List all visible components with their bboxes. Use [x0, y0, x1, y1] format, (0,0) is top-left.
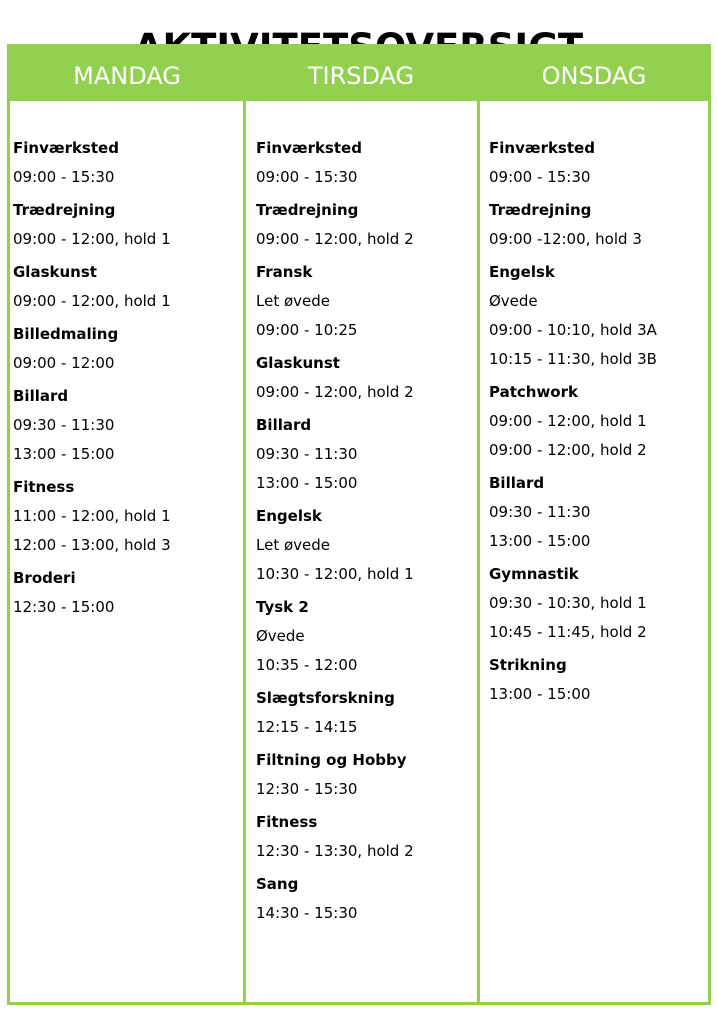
activity-detail: Let øvede	[256, 292, 331, 310]
activity-item	[13, 564, 239, 622]
activity-item	[13, 382, 239, 469]
activity-item	[256, 134, 474, 192]
activity-detail: 12:30 - 13:30, hold 2	[256, 842, 414, 860]
activity-name: Gymnastik	[489, 565, 579, 583]
activity-item	[256, 870, 474, 928]
activity-detail: 09:30 - 11:30	[256, 445, 358, 463]
activity-detail: 09:00 - 12:00, hold 2	[256, 383, 414, 401]
activity-detail: 09:00 - 10:25	[256, 321, 358, 339]
activity-detail: 09:00 - 15:30	[13, 168, 115, 186]
activity-name: Engelsk	[256, 507, 322, 525]
activity-detail: 12:30 - 15:00	[13, 598, 115, 616]
activity-item	[256, 349, 474, 407]
activity-item	[489, 196, 707, 254]
activity-name: Finværksted	[256, 139, 362, 157]
activity-name: Fitness	[13, 478, 75, 496]
activity-item	[256, 808, 474, 866]
activity-list	[256, 101, 474, 928]
activity-name: Billard	[489, 474, 545, 492]
activity-name: Filtning og Hobby	[256, 751, 407, 769]
activity-detail: 09:00 - 12:00, hold 1	[489, 412, 647, 430]
activity-name: Fransk	[256, 263, 313, 281]
activity-detail: 09:00 -12:00, hold 3	[489, 230, 642, 248]
activity-name: Trædrejning	[489, 201, 592, 219]
activity-name: Finværksted	[13, 139, 119, 157]
day-column-monday	[13, 101, 239, 626]
activity-name: Billard	[256, 416, 312, 434]
activity-item	[256, 746, 474, 804]
activity-detail: 13:00 - 15:00	[256, 474, 358, 492]
activity-name: Engelsk	[489, 263, 555, 281]
activity-detail: 12:00 - 13:00, hold 3	[13, 536, 171, 554]
activity-name: Tysk 2	[256, 598, 309, 616]
activity-detail: 09:30 - 11:30	[13, 416, 115, 434]
activity-detail: 12:15 - 14:15	[256, 718, 358, 736]
activity-name: Sang	[256, 875, 299, 893]
activity-detail: 10:35 - 12:00	[256, 656, 358, 674]
day-column-wednesday	[489, 101, 707, 713]
day-column-tuesday	[256, 101, 474, 932]
activity-name: Glaskunst	[256, 354, 340, 372]
activity-item	[489, 378, 707, 465]
activity-item	[13, 196, 239, 254]
activity-detail: 10:45 - 11:45, hold 2	[489, 623, 647, 641]
activity-item	[256, 411, 474, 498]
day-header-tuesday: TIRSDAG	[307, 62, 415, 90]
activity-item	[256, 196, 474, 254]
activity-detail: 09:00 - 10:10, hold 3A	[489, 321, 657, 339]
activity-detail: 09:00 - 15:30	[489, 168, 591, 186]
day-header-monday: MANDAG	[73, 62, 181, 90]
activity-detail: 13:00 - 15:00	[489, 532, 591, 550]
activity-name: Trædrejning	[13, 201, 116, 219]
activity-item	[256, 593, 474, 680]
activity-detail: 09:30 - 10:30, hold 1	[489, 594, 647, 612]
activity-item	[13, 320, 239, 378]
activity-item	[256, 502, 474, 589]
activity-detail: 13:00 - 15:00	[13, 445, 115, 463]
activity-detail: Øvede	[489, 292, 538, 310]
activity-detail: Let øvede	[256, 536, 331, 554]
activity-name: Broderi	[13, 569, 76, 587]
schedule-table	[7, 44, 711, 1005]
column-divider	[477, 47, 480, 1002]
activity-item	[256, 258, 474, 345]
activity-detail: 09:30 - 11:30	[489, 503, 591, 521]
activity-item	[256, 684, 474, 742]
activity-item	[489, 651, 707, 709]
activity-name: Trædrejning	[256, 201, 359, 219]
activity-name: Fitness	[256, 813, 318, 831]
activity-detail: 09:00 - 12:00, hold 1	[13, 230, 171, 248]
activity-item	[13, 134, 239, 192]
column-divider	[243, 47, 246, 1002]
activity-detail: 11:00 - 12:00, hold 1	[13, 507, 171, 525]
activity-item	[489, 469, 707, 556]
activity-detail: Øvede	[256, 627, 305, 645]
activity-detail: 09:00 - 12:00, hold 1	[13, 292, 171, 310]
day-header-row	[10, 47, 708, 101]
activity-detail: 09:00 - 12:00, hold 2	[256, 230, 414, 248]
activity-detail: 09:00 - 12:00	[13, 354, 115, 372]
activity-item	[489, 560, 707, 647]
activity-detail: 10:30 - 12:00, hold 1	[256, 565, 414, 583]
activity-name: Billedmaling	[13, 325, 119, 343]
activity-name: Patchwork	[489, 383, 578, 401]
activity-detail: 09:00 - 15:30	[256, 168, 358, 186]
activity-name: Glaskunst	[13, 263, 97, 281]
activity-item	[489, 258, 707, 374]
activity-name: Slægtsforskning	[256, 689, 395, 707]
activity-detail: 09:00 - 12:00, hold 2	[489, 441, 647, 459]
activity-name: Billard	[13, 387, 69, 405]
activity-detail: 10:15 - 11:30, hold 3B	[489, 350, 657, 368]
activity-detail: 13:00 - 15:00	[489, 685, 591, 703]
activity-item	[489, 134, 707, 192]
activity-name: Strikning	[489, 656, 567, 674]
activity-item	[13, 258, 239, 316]
activity-list	[489, 101, 707, 709]
activity-name: Finværksted	[489, 139, 595, 157]
activity-detail: 14:30 - 15:30	[256, 904, 358, 922]
day-header-wednesday: ONSDAG	[541, 62, 647, 90]
activity-detail: 12:30 - 15:30	[256, 780, 358, 798]
activity-list	[13, 101, 239, 622]
activity-item	[13, 473, 239, 560]
